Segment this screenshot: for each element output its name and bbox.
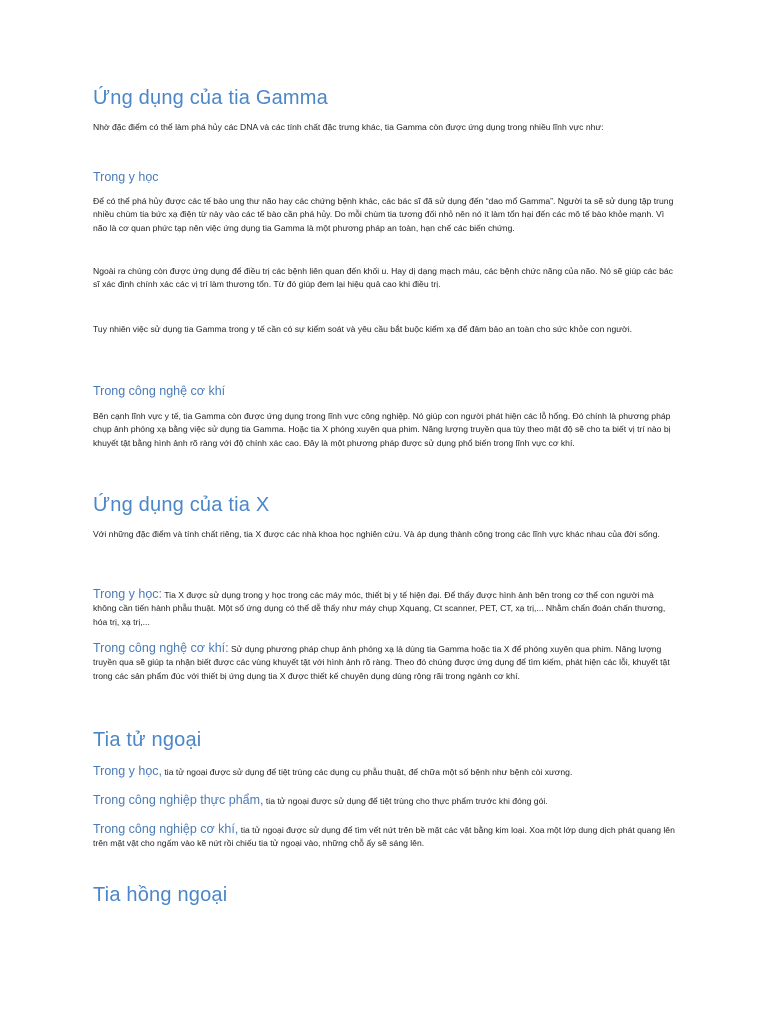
xray-intro: Với những đặc điểm và tính chất riêng, tia X được các nhà khoa học nghiên cứu. Và áp dụng thành công trong các lĩnh vực khác nhau của đời sống. bbox=[93, 529, 660, 539]
uv-medical-paragraph bbox=[93, 765, 677, 779]
gamma-medical-paragraph-2: Ngoài ra chúng còn được ứng dụng để điều trị các bệnh liên quan đến khối u. Hay dị dạng mạch máu, các bệnh chức năng của não. Nó sẽ giúp các bác sĩ xác định chính xác các vị trí làm thương tổn. Từ đó giúp đem lại hiệu quả cao khi điều trị. bbox=[93, 266, 673, 290]
gamma-medical-paragraph-3: Tuy nhiên việc sử dụng tia Gamma trong y tế cần có sự kiểm soát và yêu cầu bắt buộc kiểm xạ để đảm bảo an toàn cho sức khỏe con người. bbox=[93, 324, 632, 334]
uv-mechanical-heading: Trong công nghiệp cơ khí, bbox=[93, 822, 239, 836]
uv-medical-text: tia tử ngoại được sử dụng để tiệt trùng các dụng cụ phẫu thuật, để chữa một số bệnh như bệnh còi xương. bbox=[162, 767, 573, 777]
gamma-medical-heading: Trong y học bbox=[93, 170, 159, 184]
xray-medical-heading: Trong y học: bbox=[93, 587, 163, 601]
gamma-title: Ứng dụng của tia Gamma bbox=[93, 87, 328, 109]
ir-title: Tia hồng ngoại bbox=[93, 884, 228, 906]
gamma-medical-paragraph-1: Để có thể phá hủy được các tế bào ung thư não hay các chứng bệnh khác, các bác sĩ đã sử dụng đến “dao mổ Gamma”. Người ta sẽ sử dụng tập trung nhiều chùm tia bức xạ điện từ này vào các tế bào cần phá hủy. Do mỗi chùm tia tương đối nhỏ nên nó ít làm tổn hại đến các mô tế bào khỏe mạnh. Vì não là cơ quan phức tạp nên việc ứng dụng tia Gamma là một phương pháp an toàn, hạn chế các biến chứng. bbox=[93, 196, 674, 233]
gamma-mechanical-paragraph: Bên cạnh lĩnh vực y tế, tia Gamma còn được ứng dụng trong lĩnh vực công nghiệp. Nó giúp con người phát hiện các lỗ hổng. Đó chính là phương pháp chụp ảnh phóng xạ bằng việc sử dụng tia Gamma. Hoặc tia X phóng xuyên qua phim. Năng lượng truyền qua tùy theo mật độ sẽ cho ta biết vị trí nào bị khuyết tật bằng hình ảnh rõ ràng với độ chính xác cao. Đây là một phương pháp được sử dụng phổ biến trong lĩnh vực cơ khí. bbox=[93, 411, 671, 448]
xray-mechanical-text: Sử dụng phương pháp chụp ảnh phóng xạ là dùng tia Gamma hoặc tia X để phóng xuyên qua phim. Năng lượng truyền qua sẽ giúp ta nhận biết được các vùng khuyết tật với hình ảnh rõ ràng. Theo đó chúng được ứng dụng để tìm kiếm, phát hiện các lỗi, khuyết tật trong các sản phẩm đúc với thiết bị ứng dụng tia X được thiết kế chuyên dụng dùng rộng rãi trong ngành cơ khí. bbox=[93, 644, 670, 681]
xray-mechanical-heading: Trong công nghệ cơ khí: bbox=[93, 641, 229, 655]
uv-medical-heading: Trong y học, bbox=[93, 764, 163, 778]
xray-title: Ứng dụng của tia X bbox=[93, 494, 270, 516]
uv-mechanical-text: tia tử ngoại được sử dụng để tìm vết nứt trên bề mặt các vật bằng kim loại. Xoa một lớp dung dịch phát quang lên trên mặt vật cho ngấm vào kẽ nứt rồi chiếu tia tử ngoại vào, những chỗ ấy sẽ sáng lên. bbox=[93, 825, 675, 849]
xray-mechanical-paragraph bbox=[93, 642, 677, 683]
xray-medical-paragraph bbox=[93, 588, 677, 629]
uv-food-paragraph bbox=[93, 794, 677, 808]
uv-title: Tia tử ngoại bbox=[93, 729, 202, 751]
gamma-mechanical-heading: Trong công nghệ cơ khí bbox=[93, 384, 226, 398]
uv-food-text: tia tử ngoại được sử dụng để tiệt trùng cho thực phẩm trước khi đóng gói. bbox=[263, 796, 548, 806]
gamma-intro: Nhờ đặc điểm có thể làm phá hủy các DNA và các tính chất đặc trưng khác, tia Gamma còn được ứng dụng trong nhiều lĩnh vực như: bbox=[93, 122, 604, 132]
uv-food-heading: Trong công nghiệp thực phẩm, bbox=[93, 793, 264, 807]
xray-medical-text: Tia X được sử dụng trong y học trong các máy móc, thiết bị y tế hiện đại. Để thấy được hình ảnh bên trong cơ thể con người mà không cần tiến hành phẫu thuật. Một số ứng dụng có thể dễ thấy như máy chụp Xquang, Ct scanner, PET, CT, xạ trị,... Nhằm chẩn đoán chấn thương, hóa trị, xạ trị,... bbox=[93, 590, 666, 627]
uv-mechanical-paragraph bbox=[93, 823, 677, 851]
